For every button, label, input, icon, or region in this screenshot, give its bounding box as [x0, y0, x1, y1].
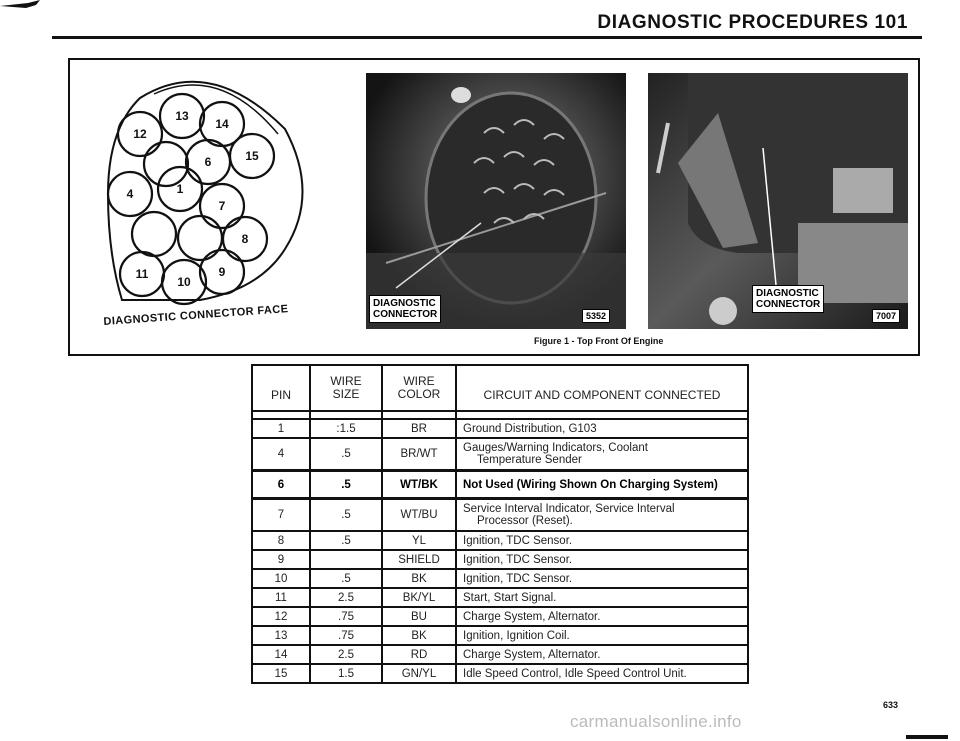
wire-color-cell	[382, 664, 456, 683]
wire-color-cell	[382, 569, 456, 588]
table-row	[252, 664, 748, 683]
bottom-edge-bar	[906, 735, 948, 739]
connector-pin	[144, 142, 188, 186]
diagnostic-connector-tag-right	[752, 285, 824, 313]
connector-pin-number: 14	[215, 117, 229, 131]
circuit-cell	[456, 588, 748, 607]
wire-color-cell-text: WT/BK	[400, 478, 438, 491]
circuit-cell-text: Ignition, Ignition Coil.	[463, 629, 570, 642]
wire-size-cell-text: :1.5	[336, 422, 356, 435]
wire-size-cell-text: 2.5	[338, 648, 354, 661]
pin-cell-text: 10	[274, 572, 288, 585]
spacer-cell	[382, 411, 456, 419]
wire-size-cell	[310, 626, 382, 645]
table-row	[252, 499, 748, 532]
wire-color-cell-text: BK	[411, 629, 427, 642]
circuit-cell-text: Ignition, TDC Sensor.	[463, 553, 573, 566]
spacer-cell	[252, 411, 310, 419]
wire-size-cell-text: .5	[341, 448, 351, 460]
wire-color-cell	[382, 438, 456, 471]
wire-size-cell-text: 2.5	[338, 591, 354, 604]
connector-pin-number: 7	[218, 199, 226, 213]
circuit-cell	[456, 607, 748, 626]
engine-photo-right	[648, 73, 908, 329]
spacer-cell	[310, 411, 382, 419]
pin-cell	[252, 626, 310, 645]
wire-color-cell-text: BR/WT	[400, 448, 438, 460]
circuit-cell	[456, 471, 748, 499]
circuit-cell-text: Ground Distribution, G103	[463, 422, 597, 435]
header-text: CIRCUIT AND COMPONENT CONNECTED	[483, 387, 721, 402]
tag-line: CONNECTOR	[756, 299, 821, 310]
pin-cell	[252, 588, 310, 607]
spacer-cell	[456, 411, 748, 419]
wire-size-cell-text: .5	[341, 509, 351, 521]
circuit-cell-text: Ignition, TDC Sensor.	[463, 572, 573, 585]
connector-pin-number: 12	[133, 127, 147, 141]
wire-color-cell-text: BK/YL	[402, 591, 436, 604]
corner-crop-mark	[0, 0, 40, 14]
circuit-cell	[456, 438, 748, 471]
table-row	[252, 569, 748, 588]
connector-pin	[132, 212, 176, 256]
pin-cell-text: 1	[277, 422, 285, 435]
wire-color-cell-text: BU	[411, 610, 427, 623]
circuit-cell-text: Charge System, Alternator.	[463, 610, 601, 623]
wire-color-cell-text: GN/YL	[401, 667, 437, 680]
engine-photo-left	[366, 73, 626, 329]
connector-pin-number: 10	[177, 275, 191, 289]
circuit-cell	[456, 569, 748, 588]
table-spacer-row	[252, 411, 748, 419]
wire-size-cell	[310, 607, 382, 626]
wire-size-cell	[310, 471, 382, 499]
wire-size-cell	[310, 588, 382, 607]
circuit-cell	[456, 550, 748, 569]
pin-cell	[252, 471, 310, 499]
circuit-cell	[456, 419, 748, 438]
pin-cell-text: 13	[274, 629, 288, 642]
circuit-cell-text-line2: Processor (Reset).	[477, 515, 573, 527]
pin-cell	[252, 664, 310, 683]
table-row	[252, 588, 748, 607]
table-row	[252, 607, 748, 626]
pin-cell	[252, 607, 310, 626]
circuit-cell-text-line2: Temperature Sender	[477, 454, 582, 466]
wire-size-cell	[310, 550, 382, 569]
pin-cell	[252, 569, 310, 588]
connector-face-diagram	[100, 74, 310, 306]
circuit-cell-text: Gauges/Warning Indicators, Coolant	[463, 442, 648, 454]
tag-line: DIAGNOSTIC	[756, 288, 819, 299]
connector-pin-number: 8	[241, 232, 249, 246]
pin-cell-text: 4	[277, 448, 285, 460]
circuit-cell-text: Ignition, TDC Sensor.	[463, 534, 573, 547]
wire-size-cell-text: .5	[341, 572, 351, 585]
pin-cell-text: 6	[277, 478, 285, 491]
wire-size-cell-text: .75	[338, 629, 354, 642]
circuit-cell-text: Start, Start Signal.	[463, 591, 557, 604]
table-row	[252, 550, 748, 569]
tag-line: CONNECTOR	[373, 309, 438, 320]
wire-color-cell-text: WT/BU	[400, 509, 438, 521]
photo-number-right: 7007	[872, 309, 900, 323]
wire-color-cell	[382, 471, 456, 499]
wire-size-cell-text: 1.5	[338, 667, 354, 680]
circuit-cell-text: Idle Speed Control, Idle Speed Control Unit.	[463, 667, 687, 680]
wire-color-cell	[382, 499, 456, 532]
connector-pin-number: 15	[245, 149, 259, 163]
diagnostic-connector-tag-left	[369, 295, 441, 323]
wire-size-cell	[310, 664, 382, 683]
table-header-row	[252, 365, 748, 411]
table-row	[252, 471, 748, 499]
wire-size-cell	[310, 438, 382, 471]
wire-size-cell	[310, 569, 382, 588]
wire-size-cell	[310, 645, 382, 664]
header-wire-color	[382, 365, 456, 411]
header-text: WIRE	[330, 374, 362, 388]
connector-pin-number: 4	[126, 187, 134, 201]
wire-color-cell	[382, 550, 456, 569]
connector-pin-number: 1	[176, 182, 184, 196]
page-number: 633	[882, 700, 898, 710]
connector-pin-number: 11	[135, 267, 149, 281]
pin-cell	[252, 499, 310, 532]
circuit-cell	[456, 664, 748, 683]
wire-color-cell	[382, 645, 456, 664]
connector-pin-number: 9	[218, 265, 226, 279]
header-text: WIRE	[403, 374, 435, 388]
table-row	[252, 438, 748, 471]
table-row	[252, 626, 748, 645]
wire-color-cell-text: RD	[410, 648, 428, 661]
tag-line: DIAGNOSTIC	[373, 298, 436, 309]
pin-cell-text: 12	[274, 610, 288, 623]
wire-color-cell	[382, 588, 456, 607]
connector-pin-number: 13	[175, 109, 189, 123]
header-rule	[52, 36, 922, 39]
pin-cell	[252, 438, 310, 471]
circuit-cell	[456, 499, 748, 532]
pin-cell-text: 7	[277, 509, 285, 521]
wire-size-cell-text: .5	[341, 478, 351, 491]
pin-cell-text: 9	[277, 553, 285, 566]
table-row	[252, 531, 748, 550]
pin-cell	[252, 419, 310, 438]
connector-pin-number: 6	[204, 155, 212, 169]
header-text: COLOR	[397, 387, 441, 401]
pin-cell-text: 15	[274, 667, 288, 680]
pin-cell-text: 8	[277, 534, 285, 547]
pin-cell	[252, 645, 310, 664]
page-header-title: DIAGNOSTIC PROCEDURES 101	[597, 12, 908, 33]
wire-color-cell	[382, 531, 456, 550]
connector-face-label: DIAGNOSTIC CONNECTOR FACE	[103, 303, 289, 328]
wire-color-cell-text: SHIELD	[398, 553, 440, 566]
wire-color-cell-text: YL	[411, 534, 427, 547]
wire-color-cell	[382, 419, 456, 438]
watermark: carmanualsonline.info	[570, 712, 742, 731]
table-row	[252, 419, 748, 438]
pin-cell	[252, 550, 310, 569]
circuit-cell-text: Not Used (Wiring Shown On Charging System)	[463, 478, 718, 491]
wire-size-cell	[310, 419, 382, 438]
connector-photo-image	[366, 73, 626, 329]
wire-color-cell	[382, 607, 456, 626]
pin-cell-text: 14	[274, 648, 288, 661]
figure-caption: Figure 1 - Top Front Of Engine	[534, 336, 664, 346]
wire-color-cell-text: BK	[411, 572, 427, 585]
header-pin	[252, 365, 310, 411]
circuit-cell	[456, 645, 748, 664]
header-text: SIZE	[332, 387, 360, 401]
circuit-cell-text: Service Interval Indicator, Service Interval	[463, 503, 675, 515]
circuit-cell-text: Charge System, Alternator.	[463, 648, 601, 661]
header-text: PIN	[270, 387, 291, 402]
wire-size-cell	[310, 499, 382, 532]
wire-color-cell-text: BR	[411, 422, 427, 435]
header-wire-size	[310, 365, 382, 411]
header-circuit	[456, 365, 748, 411]
wire-color-cell	[382, 626, 456, 645]
circuit-cell	[456, 531, 748, 550]
wire-size-cell	[310, 531, 382, 550]
wire-size-cell-text: .75	[338, 610, 354, 623]
pin-assignment-table	[251, 364, 749, 684]
pin-cell-text: 11	[275, 591, 287, 604]
circuit-cell	[456, 626, 748, 645]
connector-pin	[178, 216, 222, 260]
wire-size-cell-text: .5	[341, 534, 351, 547]
table-row	[252, 645, 748, 664]
pin-cell	[252, 531, 310, 550]
photo-number-left: 5352	[582, 309, 610, 323]
